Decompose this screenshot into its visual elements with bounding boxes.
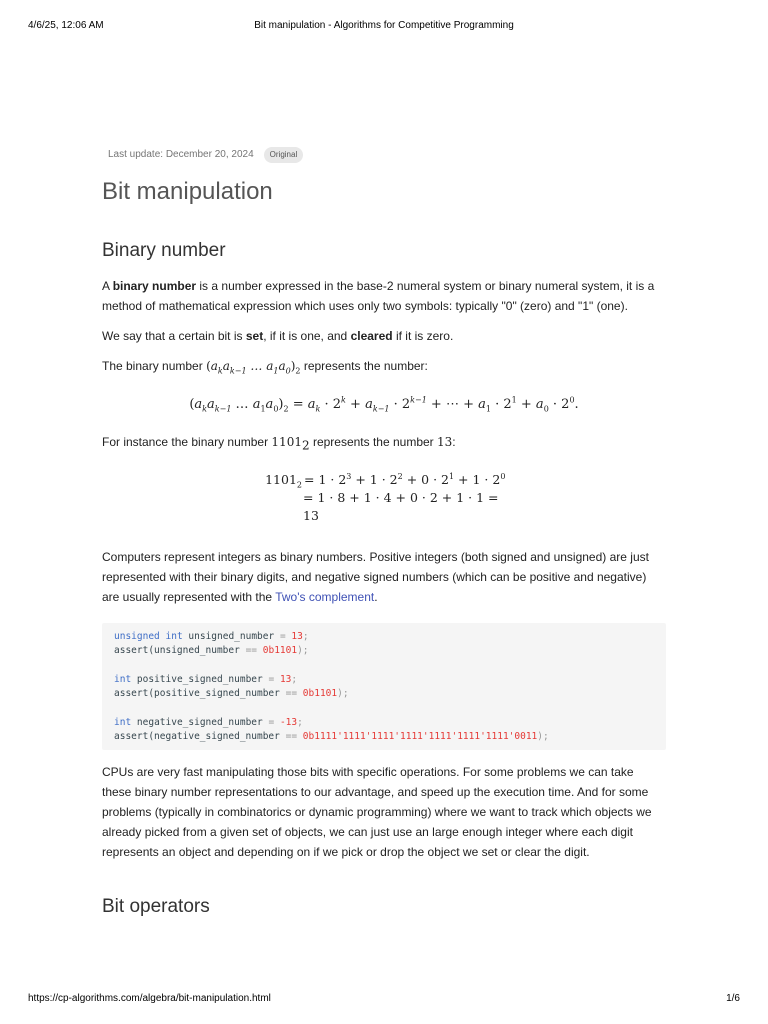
paragraph-binary-definition: A binary number is a number expressed in the base-2 numeral system or binary numeral system, it is a method of mathematical expression which uses only two symbols: typically "0" (zero) and "1" (one). [102, 279, 655, 313]
code-line: assert(positive_signed_number == 0b1101); [114, 688, 349, 700]
print-doc-title: Bit manipulation - Algorithms for Competitive Programming [254, 20, 514, 31]
print-datetime: 4/6/25, 12:06 AM [28, 20, 104, 31]
page-meta [108, 145, 666, 165]
last-update: Last update: December 20, 2024 [108, 149, 254, 160]
formula-binary-expansion: ($a_ka_{k-1}$ … $a_1a_0)_2 = a_k \cdot 2^k + a_{k-1} \cdot 2^{k-1}$ + ⋯ + $a_1 \cdot 2^1 + a_0 \cdot 2^0$. [189, 395, 579, 414]
inline-formula: ($a_ka_{k-1}$ … $a_1a_0)_2$ [206, 359, 301, 376]
paragraph-example: For instance the binary number $1101_2$ represents the number 13: [102, 435, 456, 453]
paragraph-computers: Computers represent integers as binary numbers. Positive integers (both signed and unsigned) are just represented with their binary digits, and negative signed numbers (which can be positive and negative) are usually represented with the Two's complement. [102, 550, 649, 604]
paragraph-represents: The binary number ($a_ka_{k-1}$ … $a_1a_0)_2$ represents the number: [102, 359, 428, 376]
paragraph-cpus: CPUs are very fast manipulating those bits with specific operations. For some problems we can take these binary number representations to our advantage, and speed up the execution time. And for some problems (typically in combinatorics or dynamic programming) where we want to track which objects we already picked from a given set of objects, we can just use an large enough integer where each digit represents an object and depending on if we pick or drop the object we set or clear the digit. [102, 765, 652, 860]
code-line: assert(negative_signed_number == 0b1111'1111'1111'1111'1111'1111'1111'0011); [114, 731, 549, 743]
print-url: https://cp-algorithms.com/algebra/bit-manipulation.html [28, 993, 271, 1004]
page-title: Bit manipulation [102, 178, 273, 205]
print-footer [28, 993, 740, 1007]
print-header [28, 20, 740, 34]
original-badge: Original [264, 147, 304, 163]
code-line: assert(unsigned_number == 0b1101); [114, 645, 309, 657]
code-line: int negative_signed_number = -13; [114, 716, 303, 728]
section-heading-bit-operators: Bit operators [102, 896, 210, 918]
code-block [102, 623, 666, 750]
code-line: unsigned int unsigned_number = 13; [114, 631, 309, 642]
article [102, 145, 666, 920]
twos-complement-link[interactable]: Two's complement [275, 590, 375, 604]
code-line: int positive_signed_number = 13; [114, 673, 298, 685]
print-page-number: 1/6 [726, 993, 740, 1004]
paragraph-set-cleared: We say that a certain bit is set, if it is one, and cleared if it is zero. [102, 329, 454, 343]
formula-example-13: $1101_2$ = $1 \cdot 2^3 + 1 \cdot 2^2 + 0 \cdot 2^1 + 1 \cdot 2^0$ = 1 · 8 + 1 · 4 + 0 · 2 + 1 · 1 = 13 [265, 471, 506, 523]
section-heading-binary-number: Binary number [102, 240, 226, 261]
